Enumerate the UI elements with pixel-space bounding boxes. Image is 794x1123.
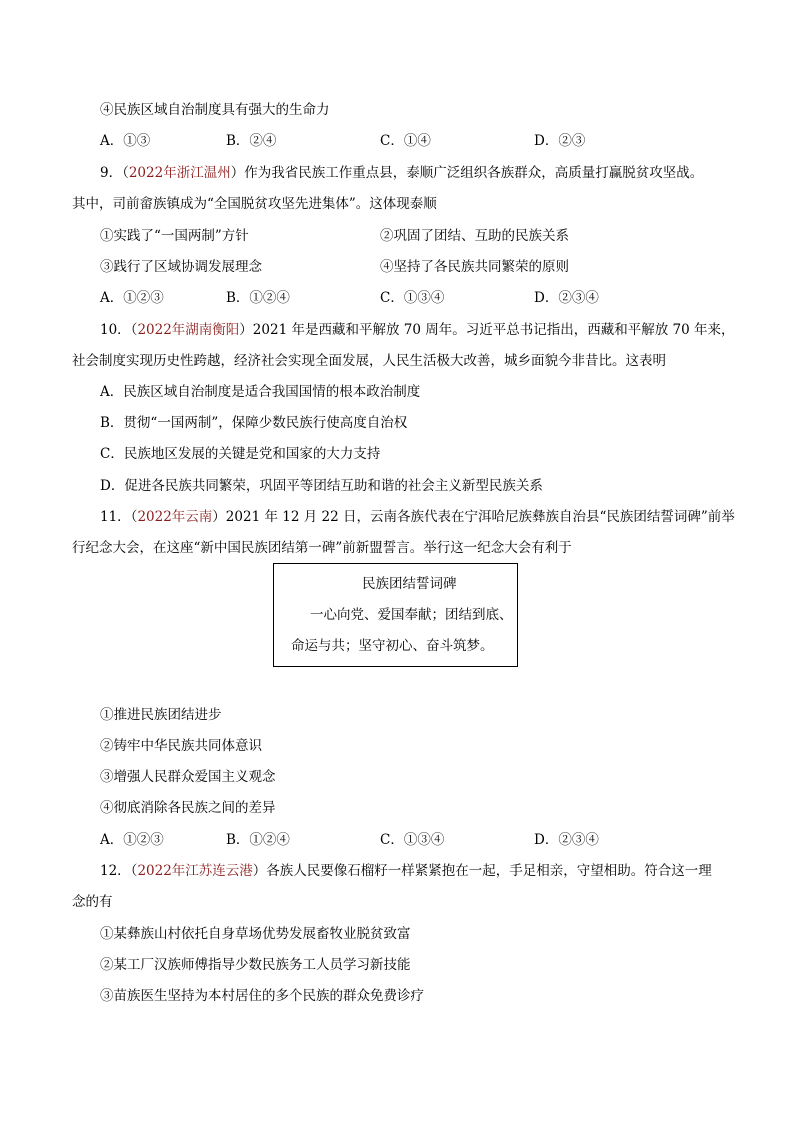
q11-stem-text: ）2021 年 12 月 22 日，云南各族代表在宁洱哈尼族彝族自治县“民族团结誓词碑”前举 [212,509,735,525]
box-line-1: 一心向党、爱国奉献；团结到底、 [310,607,513,623]
q11-option-a: A．①②③ [100,832,164,848]
q11-stem-line2: 行纪念大会，在这座“新中国民族团结第一碑”前新盟誓言。举行这一纪念大会有利于 [72,540,572,556]
q8-statement-4: ④民族区域自治制度具有强大的生命力 [100,102,330,118]
q11-source: 2022年云南 [137,509,213,525]
q9-option-b: B．①②④ [226,290,290,306]
q8-option-c: C．①④ [380,133,431,149]
q11-stem [100,508,735,526]
q11-statement-2: ②铸牢中华民族共同体意识 [100,738,262,754]
q12-statement-3: ③苗族医生坚持为本村居住的多个民族的群众免费诊疗 [100,988,424,1004]
q9-statement-2: ②巩固了团结、互助的民族关系 [380,228,569,244]
q9-option-d: D．②③④ [534,290,599,306]
q9-statement-3: ③践行了区域协调发展理念 [100,259,262,275]
q9-stem-text: ）作为我省民族工作重点县，泰顺广泛组织各族群众，高质量打赢脱贫攻坚战。 [230,165,704,181]
q10-stem-text: ）2021 年是西藏和平解放 70 周年。习近平总书记指出，西藏和平解放 70 年来， [239,322,735,338]
oath-monument-box [273,563,518,667]
q9-option-c: C．①③④ [380,290,445,306]
q11-number: 11．（ [100,509,138,525]
q9-stem-line2: 其中，司前畲族镇成为“全国脱贫攻坚先进集体”。这体现泰顺 [72,196,437,212]
q10-option-b: B．贯彻“一国两制”，保障少数民族行使高度自治权 [100,415,408,431]
q9-number: 9．（ [100,165,129,181]
q10-option-d: D．促进各民族共同繁荣，巩固平等团结互助和谐的社会主义新型民族关系 [100,478,543,494]
box-line-2: 命运与共；坚守初心、奋斗筑梦。 [291,638,494,654]
q10-stem-line2: 社会制度实现历史性跨越，经济社会实现全面发展，人民生活极大改善，城乡面貌今非昔比。这表明 [72,353,666,369]
q11-statement-1: ①推进民族团结进步 [100,707,222,723]
q10-stem [100,321,734,339]
q12-statement-1: ①某彝族山村依托自身草场优势发展畜牧业脱贫致富 [100,926,411,942]
q10-number: 10．（ [100,322,138,338]
q10-option-c: C．民族地区发展的关键是党和国家的大力支持 [100,446,381,462]
q10-source: 2022年湖南衡阳 [137,322,240,338]
q12-source: 2022年江苏连云港 [137,863,253,879]
q11-statement-4: ④彻底消除各民族之间的差异 [100,800,276,816]
q8-option-d: D．②③ [534,133,586,149]
q9-stem [100,164,703,182]
q9-statement-1: ①实践了“一国两制”方针 [100,228,249,244]
q12-number: 12．（ [100,863,138,879]
q8-option-b: B．②④ [226,133,277,149]
q12-statement-2: ②某工厂汉族师傅指导少数民族务工人员学习新技能 [100,957,411,973]
q9-option-a: A．①②③ [100,290,164,306]
q8-option-a: A．①③ [100,133,151,149]
box-title: 民族团结誓词碑 [362,576,457,592]
q9-source: 2022年浙江温州 [128,165,231,181]
q12-stem-text: ）各族人民要像石榴籽一样紧紧抱在一起，手足相亲，守望相助。符合这一理 [252,863,712,879]
q11-option-d: D．②③④ [534,832,599,848]
q11-statement-3: ③增强人民群众爱国主义观念 [100,769,276,785]
q10-option-a: A．民族区域自治制度是适合我国国情的根本政治制度 [100,384,421,400]
q12-stem-line2: 念的有 [72,894,113,910]
q11-option-b: B．①②④ [226,832,290,848]
q11-option-c: C．①③④ [380,832,445,848]
q9-statement-4: ④坚持了各民族共同繁荣的原则 [380,259,569,275]
q12-stem [100,862,712,880]
